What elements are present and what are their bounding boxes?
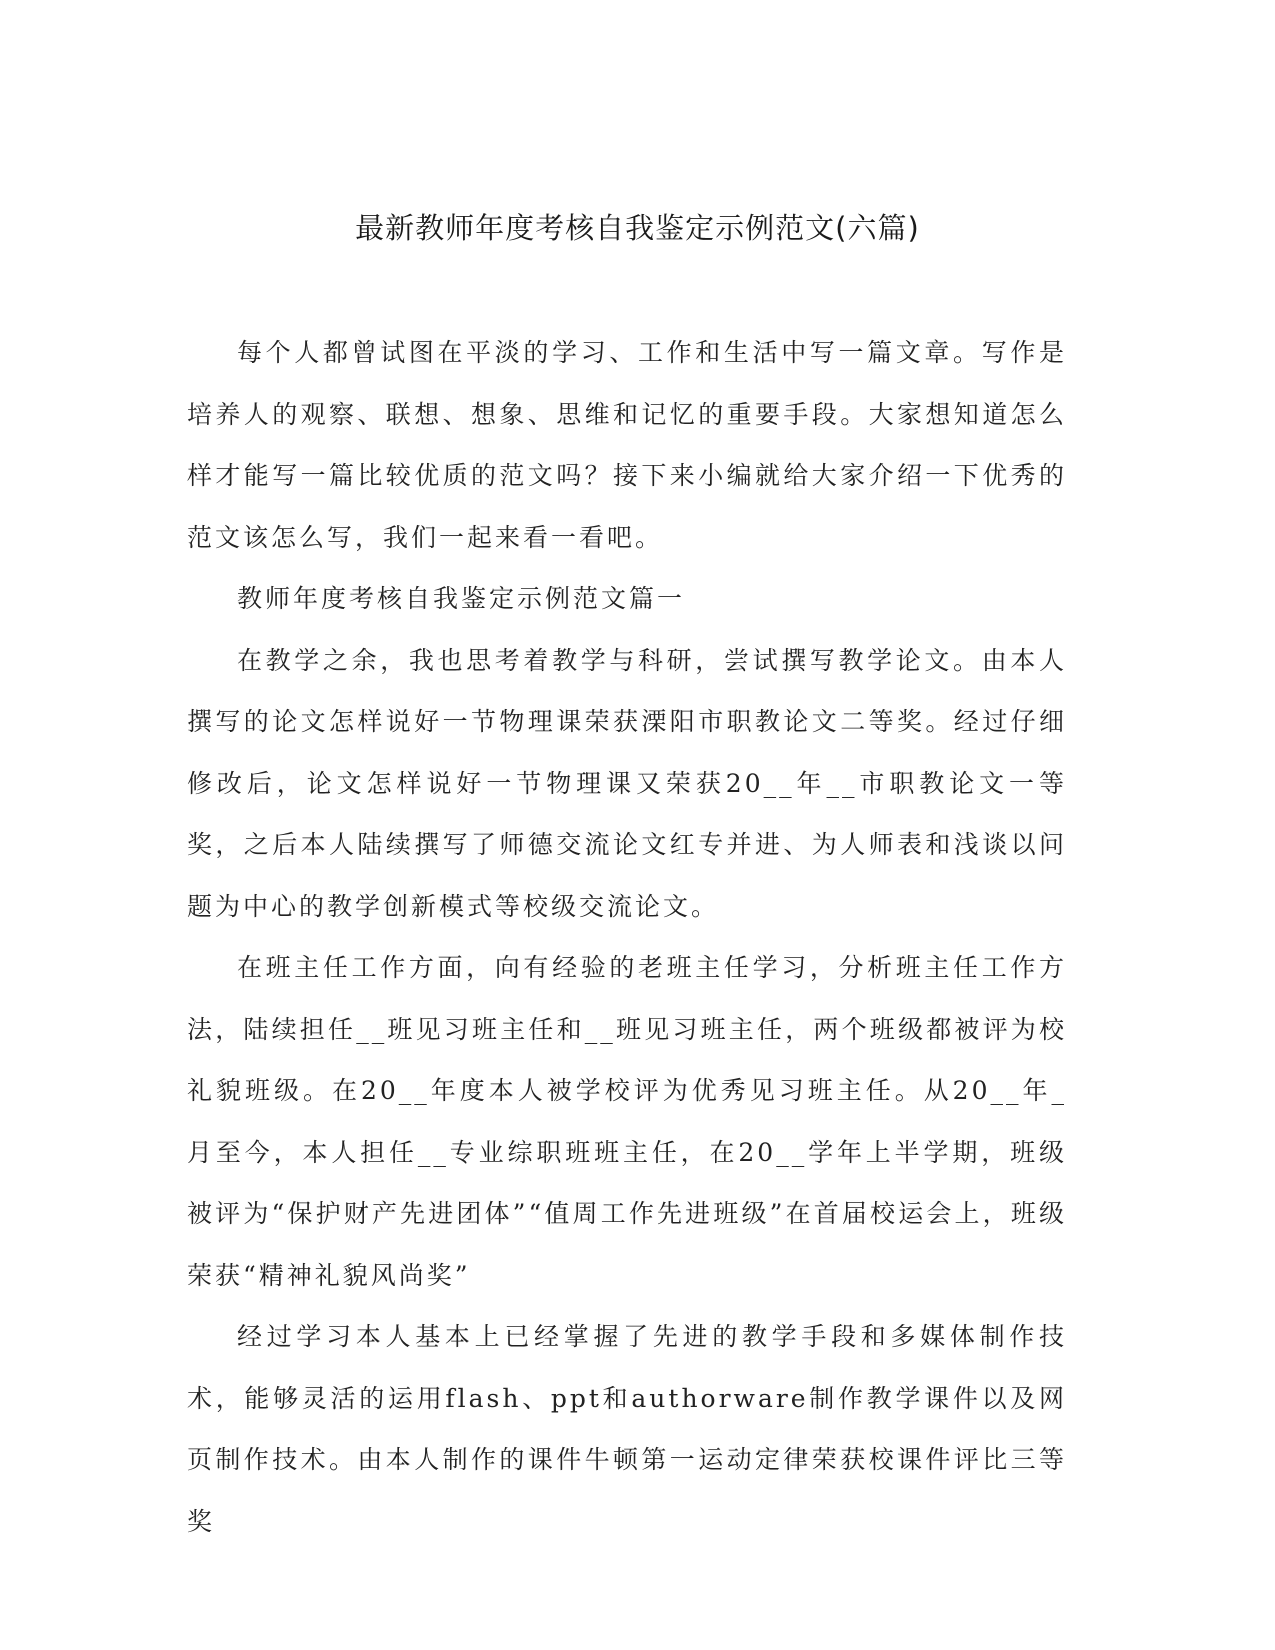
body-paragraph: 在班主任工作方面，向有经验的老班主任学习，分析班主任工作方法，陆续担任__班见习班主任和__班见习班主任，两个班级都被评为校礼貌班级。在20__年度本人被学校评为优秀见习班主任。从20__年_月至今，本人担任__专业综职班班主任，在20__学年上半学期，班级被评为“保护财产先进团体”“值周工作先进班级”在首届校运会上，班级荣获“精神礼貌风尚奖” bbox=[187, 953, 1067, 1290]
section-heading: 教师年度考核自我鉴定示例范文篇一 bbox=[237, 584, 686, 613]
intro-paragraph: 每个人都曾试图在平淡的学习、工作和生活中写一篇文章。写作是培养人的观察、联想、想象、思维和记忆的重要手段。大家想知道怎么样才能写一篇比较优质的范文吗？接下来小编就给大家介绍一下优秀的范文该怎么写，我们一起来看一看吧。 bbox=[187, 338, 1067, 552]
document-body bbox=[187, 322, 1067, 1552]
body-paragraph: 在教学之余，我也思考着教学与科研，尝试撰写教学论文。由本人撰写的论文怎样说好一节物理课荣获溧阳市职教论文二等奖。经过仔细修改后，论文怎样说好一节物理课又荣获20__年__市职教论文一等奖，之后本人陆续撰写了师德交流论文红专并进、为人师表和浅谈以问题为中心的教学创新模式等校级交流论文。 bbox=[187, 645, 1067, 921]
document-title: 最新教师年度考核自我鉴定示例范文(六篇) bbox=[355, 211, 920, 245]
body-paragraph: 经过学习本人基本上已经掌握了先进的教学手段和多媒体制作技术，能够灵活的运用flash、ppt和authorware制作教学课件以及网页制作技术。由本人制作的课件牛顿第一运动定律荣获校课件评比三等奖 bbox=[187, 1322, 1067, 1536]
